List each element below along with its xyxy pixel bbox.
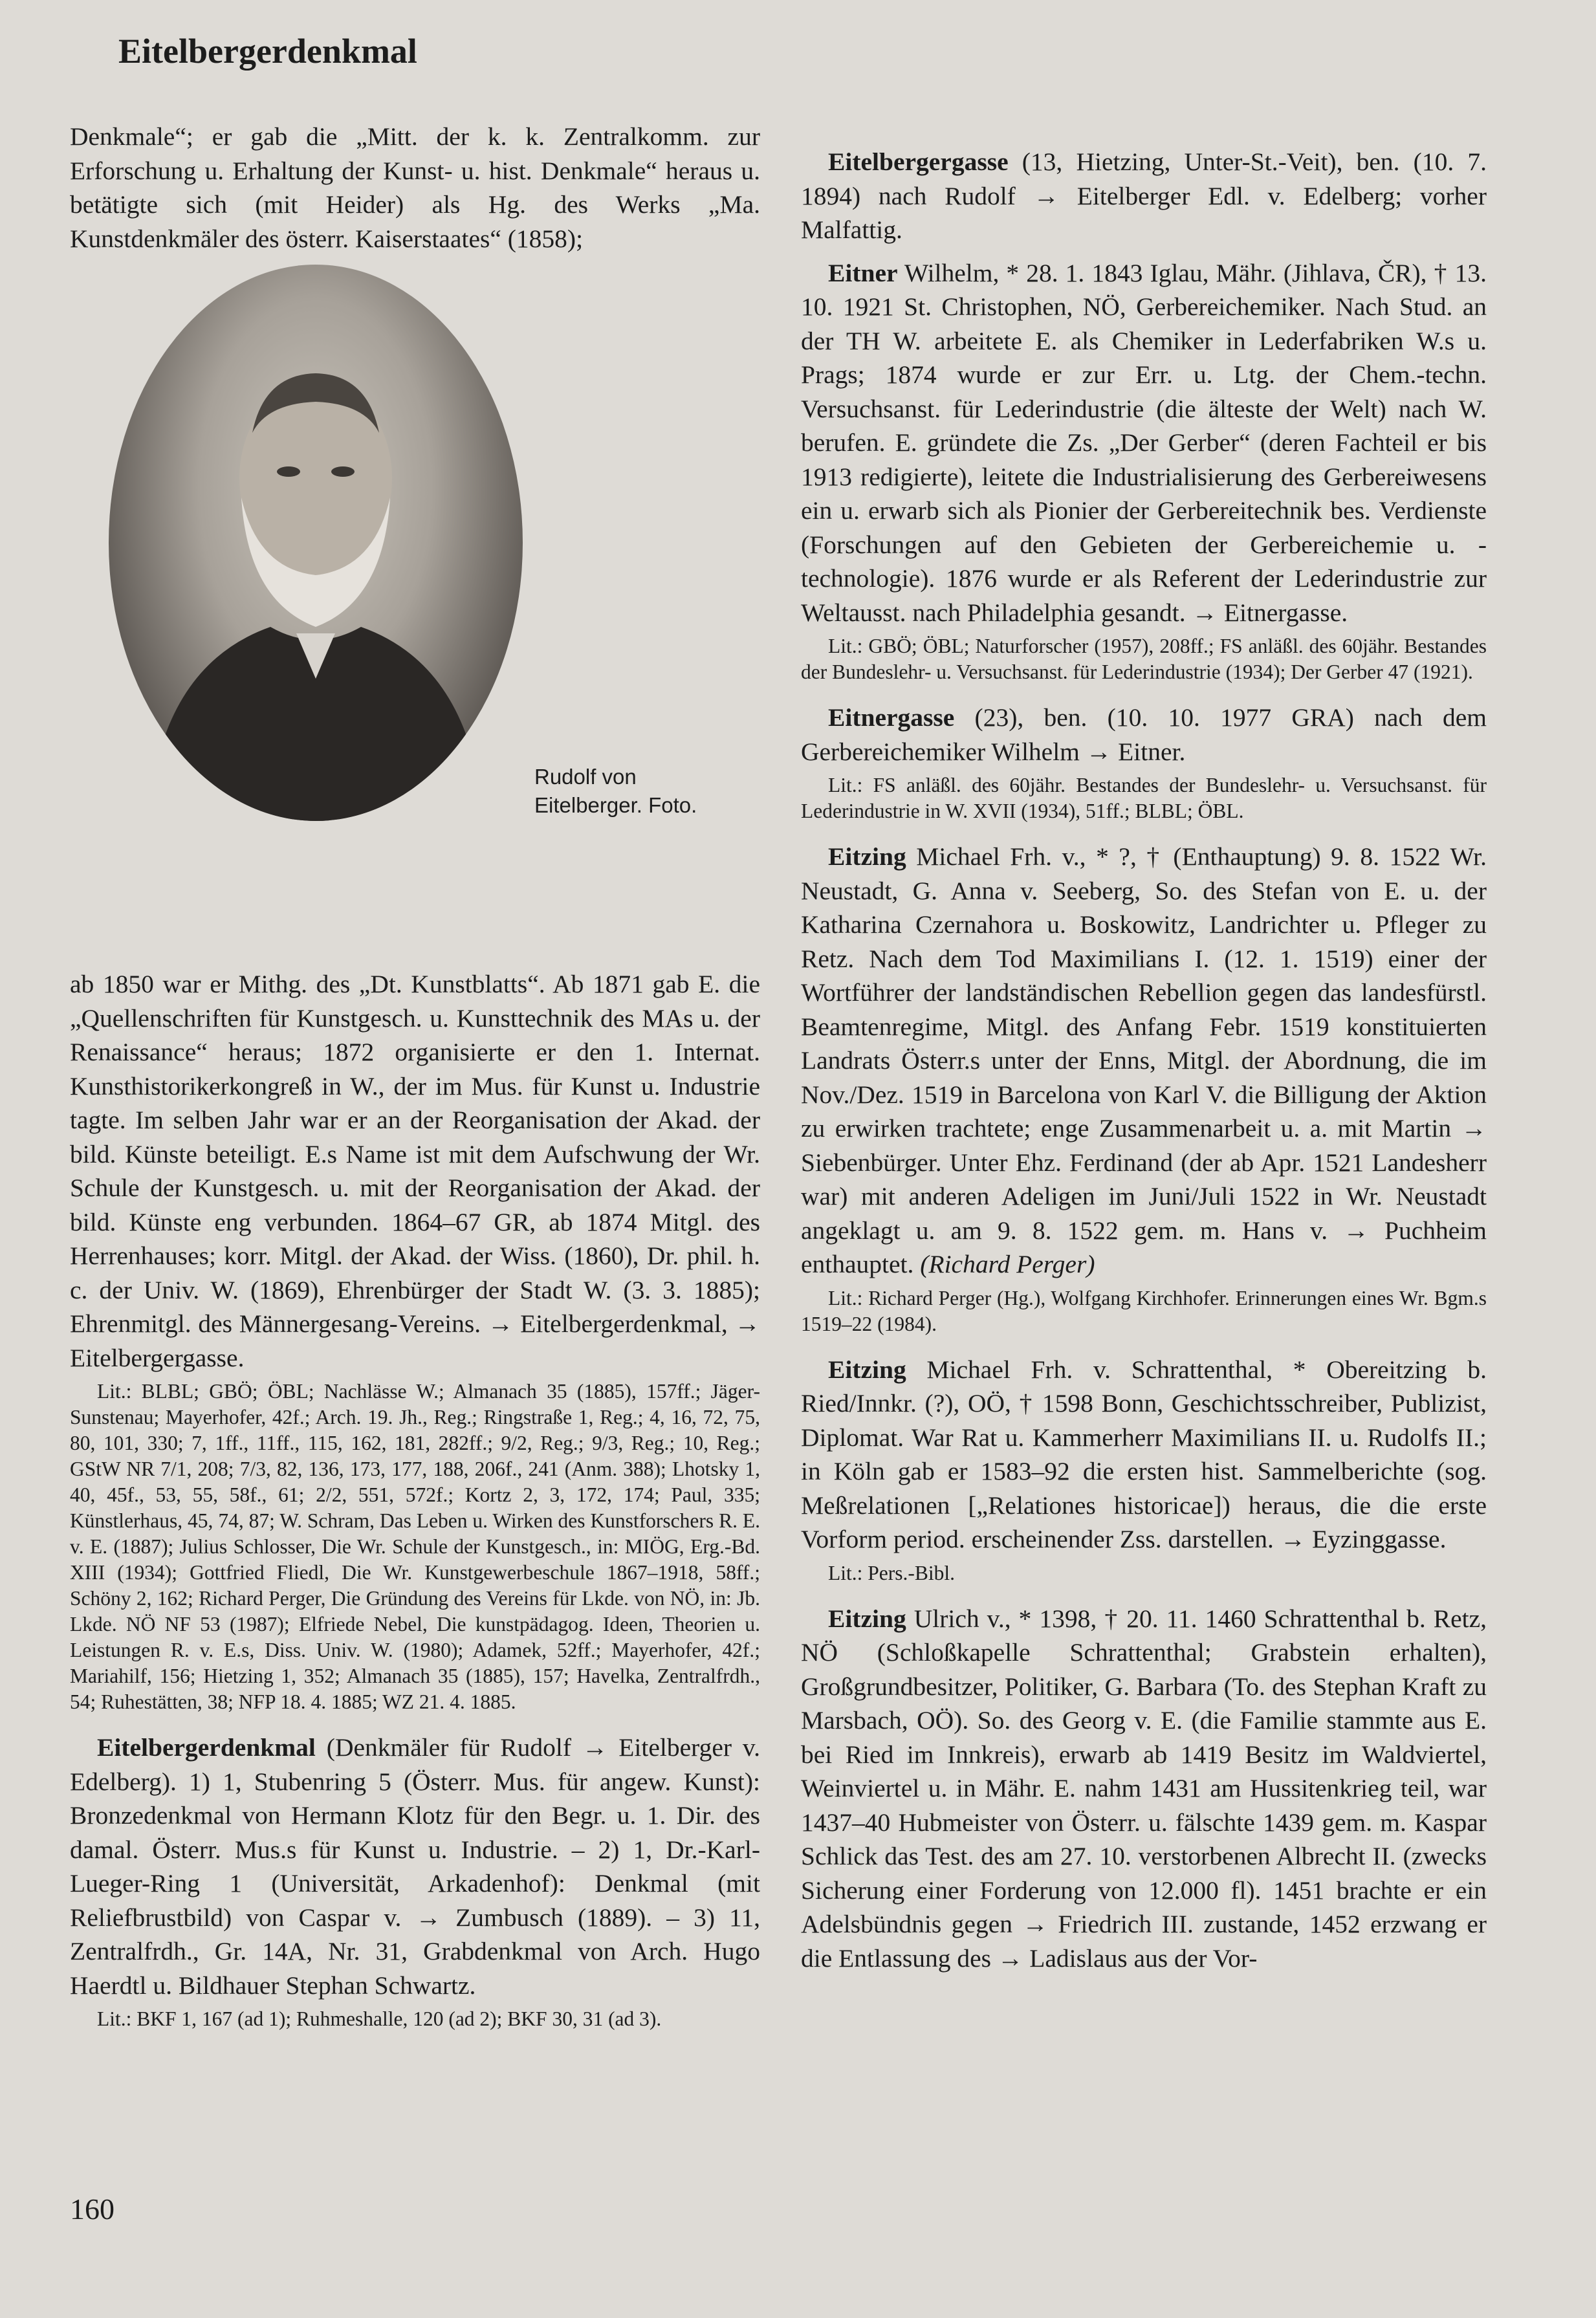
caption-line: Eitelberger. Foto. (534, 793, 697, 817)
entry-text: (Denkmäler für Rudolf → Eitelberger v. Edelberg). 1) 1, Stubenring 5 (Österr. Mus. für angew. Kunst): Bronzedenkmal von Hermann Klotz für den Begr. u. 1. Dir. des damal. Österr. Mus.s für Kunst u. Industrie. – 2) 1, Dr.-Karl-Lueger-Ring 1 (Universität, Arkadenhof): Denkmal (mit Reliefbrustbild) von Caspar v. → Zumbusch (1889). – 3) 11, Zentralfrdh., Gr. 14A, Nr. 31, Grabdenkmal von Arch. Hugo Haerdtl u. Bildhauer Stephan Schwartz. (70, 1733, 760, 2000)
entry-headword: Eitnergasse (828, 703, 955, 732)
literature-note: Lit.: BKF 1, 167 (ad 1); Ruhmeshalle, 120 (ad 2); BKF 30, 31 (ad 3). (97, 2007, 662, 2030)
entry-headword: Eitzing (828, 1604, 906, 1633)
entry-headword: Eitzing (828, 842, 906, 871)
literature-note: Lit.: BLBL; GBÖ; ÖBL; Nachlässe W.; Almanach 35 (1885), 157ff.; Jäger-Sunstenau; Mayerhofer, 42f.; Arch. 19. Jh., Reg.; Ringstraße 1, Reg.; 4, 16, 72, 75, 80, 101, 330; 7, 1ff., 11ff., 115, 162, 181, 282ff.; 9/2, Reg.; 9/3, Reg.; 10, Reg.; GStW NR 7/1, 208; 7/3, 82, 136, 173, 177, 188, 206f., 241 (Anm. 388); Lhotsky 1, 40, 45f., 53, 55, 58f., 61; 2/2, 551, 572f.; Kortz 2, 3, 172, 174; Paul, 335; Künstlerhaus, 45, 74, 87; W. Schram, Das Leben u. Wirken des Kunstforschers R. E. v. E. (1887); Julius Schlosser, Die Wr. Schule der Kunstgesch., in: MIÖG, Erg.-Bd. XIII (1934); Gottfried Fliedl, Die Wr. Kunstgewerbeschule 1867–1918, 58ff.; Schöny 2, 162; Richard Perger, Die Gründung des Vereins für Lkde. von NÖ, in: Jb. Lkde. NÖ NF 53 (1987); Elfriede Nebel, Die kunstpädagog. Ideen, Theorien u. Leistungen R. v. E.s, Diss. Univ. W. (1980); Adamek, 52ff.; Mayerhofer, 42f.; Mariahilf, 156; Hietzing 1, 352; Almanach 35 (1885), 157; Havelka, Zentralfrdh., 54; Ruhestätten, 38; NFP 18. 4. 1885; WZ 21. 4. 1885. (70, 1380, 760, 1713)
literature-note: Lit.: GBÖ; ÖBL; Naturforscher (1957), 208ff.; FS anläßl. des 60jähr. Bestandes der Bundeslehr- u. Versuchsanst. für Lederindustrie (1934); Der Gerber 47 (1921). (801, 635, 1487, 683)
entry-author: (Richard Perger) (920, 1250, 1095, 1278)
portrait-illustration (109, 265, 523, 821)
caption-line: Rudolf von (534, 765, 637, 789)
entry-eitelbergerdenkmal (70, 1731, 760, 2002)
entry-eitzing-michael (801, 840, 1487, 1282)
page-number: 160 (70, 2192, 115, 2225)
portrait-photo (109, 265, 523, 821)
entry-eitzing-ulrich (801, 1602, 1487, 1976)
portrait-figure (70, 265, 760, 963)
entry-headword: Eitzing (828, 1355, 906, 1384)
entry-headword: Eitner (828, 258, 898, 287)
entry-headword: Eitelbergerdenkmal (97, 1733, 316, 1762)
right-column (801, 136, 1487, 1975)
entry-body: ab 1850 war er Mithg. des „Dt. Kunstblatts“. Ab 1871 gab E. die „Quellenschriften für Kunstgesch. u. Kunsttechnik des MAs u. der Renaissance“ heraus; 1872 organisierte er den 1. Internat. Kunsthistorikerkongreß in W., der im Mus. für Kunst u. Industrie tagte. Im selben Jahr war er an der Reorganisation der Akad. der bild. Künste beteiligt. E.s Name ist mit dem Aufschwung der Wr. Schule der Kunstgesch. u. mit der Reorganisation der Akad. der bild. Künste eng verbunden. 1864–67 GR, ab 1874 Mitgl. des Herrenhauses; korr. Mitgl. der Akad. der Wiss. (1860), Dr. phil. h. c. der Univ. W. (1869), Ehrenbürger der Stadt W. (3. 3. 1885); Ehrenmitgl. des Männergesang-Vereins. → Eitelbergerdenkmal, → Eitelbergergasse. (70, 970, 760, 1372)
entry-text: (13, Hietzing, Unter-St.-Veit), ben. (10. 7. 1894) nach Rudolf → Eitelberger Edl. v. Edelberg; vorher Malfattig. (801, 148, 1487, 244)
entry-text: Michael Frh. v., * ?, † (Enthauptung) 9. 8. 1522 Wr. Neustadt, G. Anna v. Seeberg, So. des Stefan von E. u. der Katharina Czernahora u. Boskowitz, Landrichter u. Pfleger zu Retz. Nach dem Tod Maximilians I. (12. 1. 1519) einer der Wortführer der landständischen Rebellion gegen das landesfürstl. Beamtenregime, Mitgl. des Anfang Febr. 1519 konstituierten Landrats Österr.s unter der Enns, Mitgl. der Abordnung, die im Nov./Dez. 1519 in Barcelona von Karl V. die Billigung der Aktion zu erwirken trachtete; enge Zusammenarbeit u. a. mit Martin → Siebenbürger. Unter Ehz. Ferdinand (der ab Apr. 1521 Landesherr war) mit anderen Adeligen im Juni/Juli 1522 in Wr. Neustadt angeklagt u. am 9. 8. 1522 gem. m. Hans v. → Puchheim enthauptet. (801, 842, 1487, 1278)
entry-text: Wilhelm, * 28. 1. 1843 Iglau, Mähr. (Jihlava, ČR), † 13. 10. 1921 St. Christophen, NÖ, Gerbereichemiker. Nach Stud. an der TH W. arbeitete E. als Chemiker in Lederfabriken W.s u. Prags; 1874 wurde er zur Err. u. Ltg. der Chem.-techn. Versuchsanst. für Lederindustrie (die älteste der Welt) nach W. berufen. E. gründete die Zs. „Der Gerber“ (deren Fachteil er bis 1913 redigierte), leitete die Industrialisierung des Gerbereiwesens ein u. erwarb sich als Pionier der Gerbereitechnik bes. Verdienste (Forschungen auf den Gebieten der Gerbereichemie u. -technologie). 1876 wurde er als Referent der Lederindustrie zur Weltausst. nach Philadelphia gesandt. → Eitnergasse. (801, 258, 1487, 627)
figure-caption (534, 763, 728, 820)
left-column (70, 120, 760, 2048)
entry-text: Michael Frh. v. Schrattenthal, * Obereitzing b. Ried/Innkr. (?), OÖ, † 1598 Bonn, Geschichtsschreiber, Publizist, Diplomat. War Rat u. Kammerherr Maximilians II. u. Rudolfs II.; in Köln gab er 1583–92 die ersten hist. Sammelberichte (sog. Meßrelationen [„Relationes historicae]) heraus, die die erste Vorform period. erscheinender Zss. darstellen. → Eyzinggasse. (801, 1355, 1487, 1553)
literature-note: Lit.: Pers.-Bibl. (828, 1561, 955, 1584)
entry-headword: Eitelbergergasse (828, 148, 1009, 176)
entry-continuation: Denkmale“; er gab die „Mitt. der k. k. Zentralkomm. zur Erforschung u. Erhaltung der Kunst- u. hist. Denkmale“ heraus u. betätigte sich (mit Heider) als Hg. des Werks „Ma. Kunstdenkmäler des österr. Kaiserstaates“ (1858); (70, 122, 760, 253)
entry-text: Ulrich v., * 1398, † 20. 11. 1460 Schrattenthal b. Retz, NÖ (Schloßkapelle Schrattenthal; Grabstein erhalten), Großgrundbesitzer, Politiker, G. Barbara (To. des Stephan Kraft zu Marsbach, OÖ). So. des Georg v. E. (die Familie stammte aus E. bei Ried im Innkreis), erwarb ab 1419 Besitz im Waldviertel, Weinviertel u. in Mähr. E. nahm 1431 am Hussitenkrieg teil, war 1437–40 Hubmeister von Österr. u. fälschte 1439 gem. m. Kaspar Schlick das Test. des am 27. 10. verstorbenen Albrecht II. (zwecks Sicherung einer Forderung von 12.000 fl). 1451 brachte er ein Adelsbündnis gegen → Friedrich III. zustande, 1452 erzwang er die Entlassung des → Ladislaus aus der Vor- (801, 1604, 1487, 1973)
entry-eitner (801, 256, 1487, 630)
entry-eitzing-michael-schrattenthal (801, 1353, 1487, 1557)
entry-text: (23), ben. (10. 10. 1977 GRA) nach dem Gerbereichemiker Wilhelm → Eitner. (801, 703, 1487, 766)
entry-eitelbergergasse (801, 145, 1487, 247)
literature-note: Lit.: FS anläßl. des 60jähr. Bestandes der Bundeslehr- u. Versuchsanst. für Lederindustrie in W. XVII (1934), 51ff.; BLBL; ÖBL. (801, 774, 1487, 822)
running-header: Eitelbergerdenkmal (118, 32, 417, 71)
entry-eitnergasse (801, 701, 1487, 769)
literature-note: Lit.: Richard Perger (Hg.), Wolfgang Kirchhofer. Erinnerungen eines Wr. Bgm.s 1519–22 (1984). (801, 1286, 1487, 1335)
